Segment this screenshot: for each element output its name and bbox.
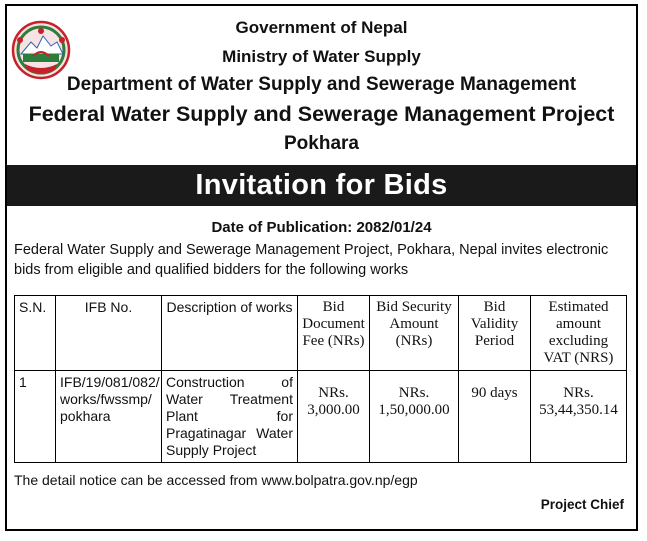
header-project: Federal Water Supply and Sewerage Management Project [28, 102, 615, 126]
col-header-estimate: Estimated amount excluding VAT (NRS) [531, 296, 627, 371]
cell-ifb: IFB/19/081/082/ works/fwssmp/ pokhara [56, 371, 162, 463]
cell-sn: 1 [15, 371, 56, 463]
header-location: Pokhara [284, 133, 359, 154]
table-row [15, 371, 627, 463]
col-header-security: Bid Security Amount (NRs) [370, 296, 459, 371]
notice-title-banner: Invitation for Bids [7, 165, 636, 206]
detail-notice-link-text: The detail notice can be accessed from www.bolpatra.gov.np/egp [14, 472, 418, 488]
bid-notice [5, 4, 638, 531]
cell-validity: 90 days [459, 371, 531, 463]
cell-fee: NRs. 3,000.00 [298, 371, 370, 463]
bid-table [14, 295, 627, 463]
signature-project-chief: Project Chief [540, 497, 624, 512]
col-header-validity: Bid Validity Period [459, 296, 531, 371]
publication-date: Date of Publication: 2082/01/24 [211, 219, 432, 236]
cell-estimate: NRs. 53,44,350.14 [531, 371, 627, 463]
col-header-ifb: IFB No. [56, 296, 162, 371]
col-header-sn: S.N. [15, 296, 56, 371]
header-ministry: Ministry of Water Supply [222, 47, 421, 66]
cell-security: NRs. 1,50,000.00 [370, 371, 459, 463]
header-government: Government of Nepal [235, 18, 408, 37]
col-header-description: Description of works [162, 296, 298, 371]
table-header-row [15, 296, 627, 371]
intro-paragraph: Federal Water Supply and Sewerage Management Project, Pokhara, Nepal invites electronic bids from eligible and qualified bidders for the following works [14, 242, 609, 278]
header-department: Department of Water Supply and Sewerage Management [66, 74, 577, 95]
col-header-fee: Bid Document Fee (NRs) [298, 296, 370, 371]
cell-description: Construction of Water Treatment Plant for Pragatinagar Water Supply Project [162, 371, 298, 463]
